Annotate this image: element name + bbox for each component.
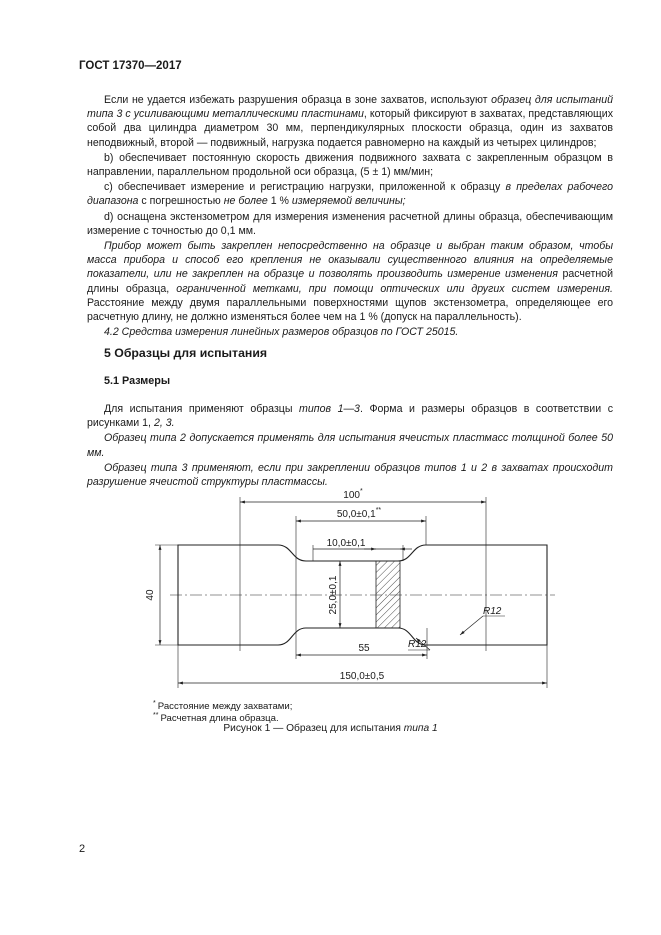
section-5-heading: 5 Образцы для испытания [104, 346, 268, 360]
body-text-section-5 [87, 402, 613, 489]
hatched-zone [376, 561, 400, 628]
dim-10-label: 10,0±0,1 [326, 538, 366, 549]
paragraph-4: d) оснащена экстензометром для измерения изменения расчетной длины образца, обеспечивающим измерение с точностью до 0,1 мм. [87, 210, 613, 237]
dim-25-label: 25,0±0,1 [328, 575, 339, 615]
dim-55-label: 55 [358, 643, 370, 654]
dim-50-label: 50,0±0,1** [336, 507, 382, 520]
radius-label-left: R12 [408, 639, 427, 650]
section5-paragraph-3: Образец типа 3 применяют, если при закреплении образцов типов 1 и 2 в захватах происходит разрушение ячеистой структуры пластмассы. [87, 461, 613, 489]
paragraph-1: Если не удается избежать разрушения образца в зоне захватов, используют образец для испытаний типа 3 с усиливающими металлическими пластинами, который фиксируют в захватах, представляющих собой два цилиндра диаметром 30 мм, перпендикулярных плоскости образца, один из захватов неподвижный, второй — подвижный, нагрузка подается равномерно на каждый из четырех цилиндров; [87, 94, 613, 149]
figure-caption: Рисунок 1 — Образец для испытания типа 1 [223, 723, 438, 734]
section5-paragraph-1: Для испытания применяют образцы типов 1—3. Форма и размеры образцов в соответствии с рисунками 1, 2, 3. [87, 403, 613, 430]
dim-100-label: 100* [343, 488, 363, 501]
radius-label-right: R12 [483, 606, 502, 617]
paragraph-5: Прибор может быть закреплен непосредственно на образце и выбран таким образом, чтобы масса прибора и способ его крепления не оказывали существенного влияния на определяемые показатели, или не закреплен на образце и позволять производить измерение изменения расчетной длины образца, ограниченной метками, при помощи оптических или других систем измерения. Расстояние между двумя параллельными поверхностями щупов экстензометра, определяющее его расчетную длину, не должно изменяться более чем на 1 % (допуск на параллельность). [87, 240, 613, 324]
paragraph-3: c) обеспечивает измерение и регистрацию нагрузки, приложенной к образцу в пределах рабочего диапазона с погрешностью не более 1 % измеряемой величины; [87, 181, 613, 208]
dim-40-label: 40 [145, 589, 156, 601]
dim-150-label: 150,0±0,5 [339, 671, 385, 682]
footnote-2: ** Расчетная длина образца. [153, 712, 279, 724]
document-code-header: ГОСТ 17370—2017 [79, 60, 182, 72]
specimen-drawing [140, 483, 560, 698]
body-text-top [87, 93, 613, 339]
page-number: 2 [79, 843, 86, 855]
paragraph-2: b) обеспечивает постоянную скорость движения подвижного захвата с закрепленным образцом в направлении, параллельном продольной оси образца, (5 ± 1) мм/мин; [87, 151, 613, 179]
paragraph-6: 4.2 Средства измерения линейных размеров образцов по ГОСТ 25015. [104, 326, 459, 339]
footnote-1: * Расстояние между захватами; [153, 700, 293, 712]
section-5-1-heading: 5.1 Размеры [104, 375, 171, 387]
section5-paragraph-2: Образец типа 2 допускается применять для испытания ячеистых пластмасс толщиной более 50 мм. [87, 432, 613, 459]
